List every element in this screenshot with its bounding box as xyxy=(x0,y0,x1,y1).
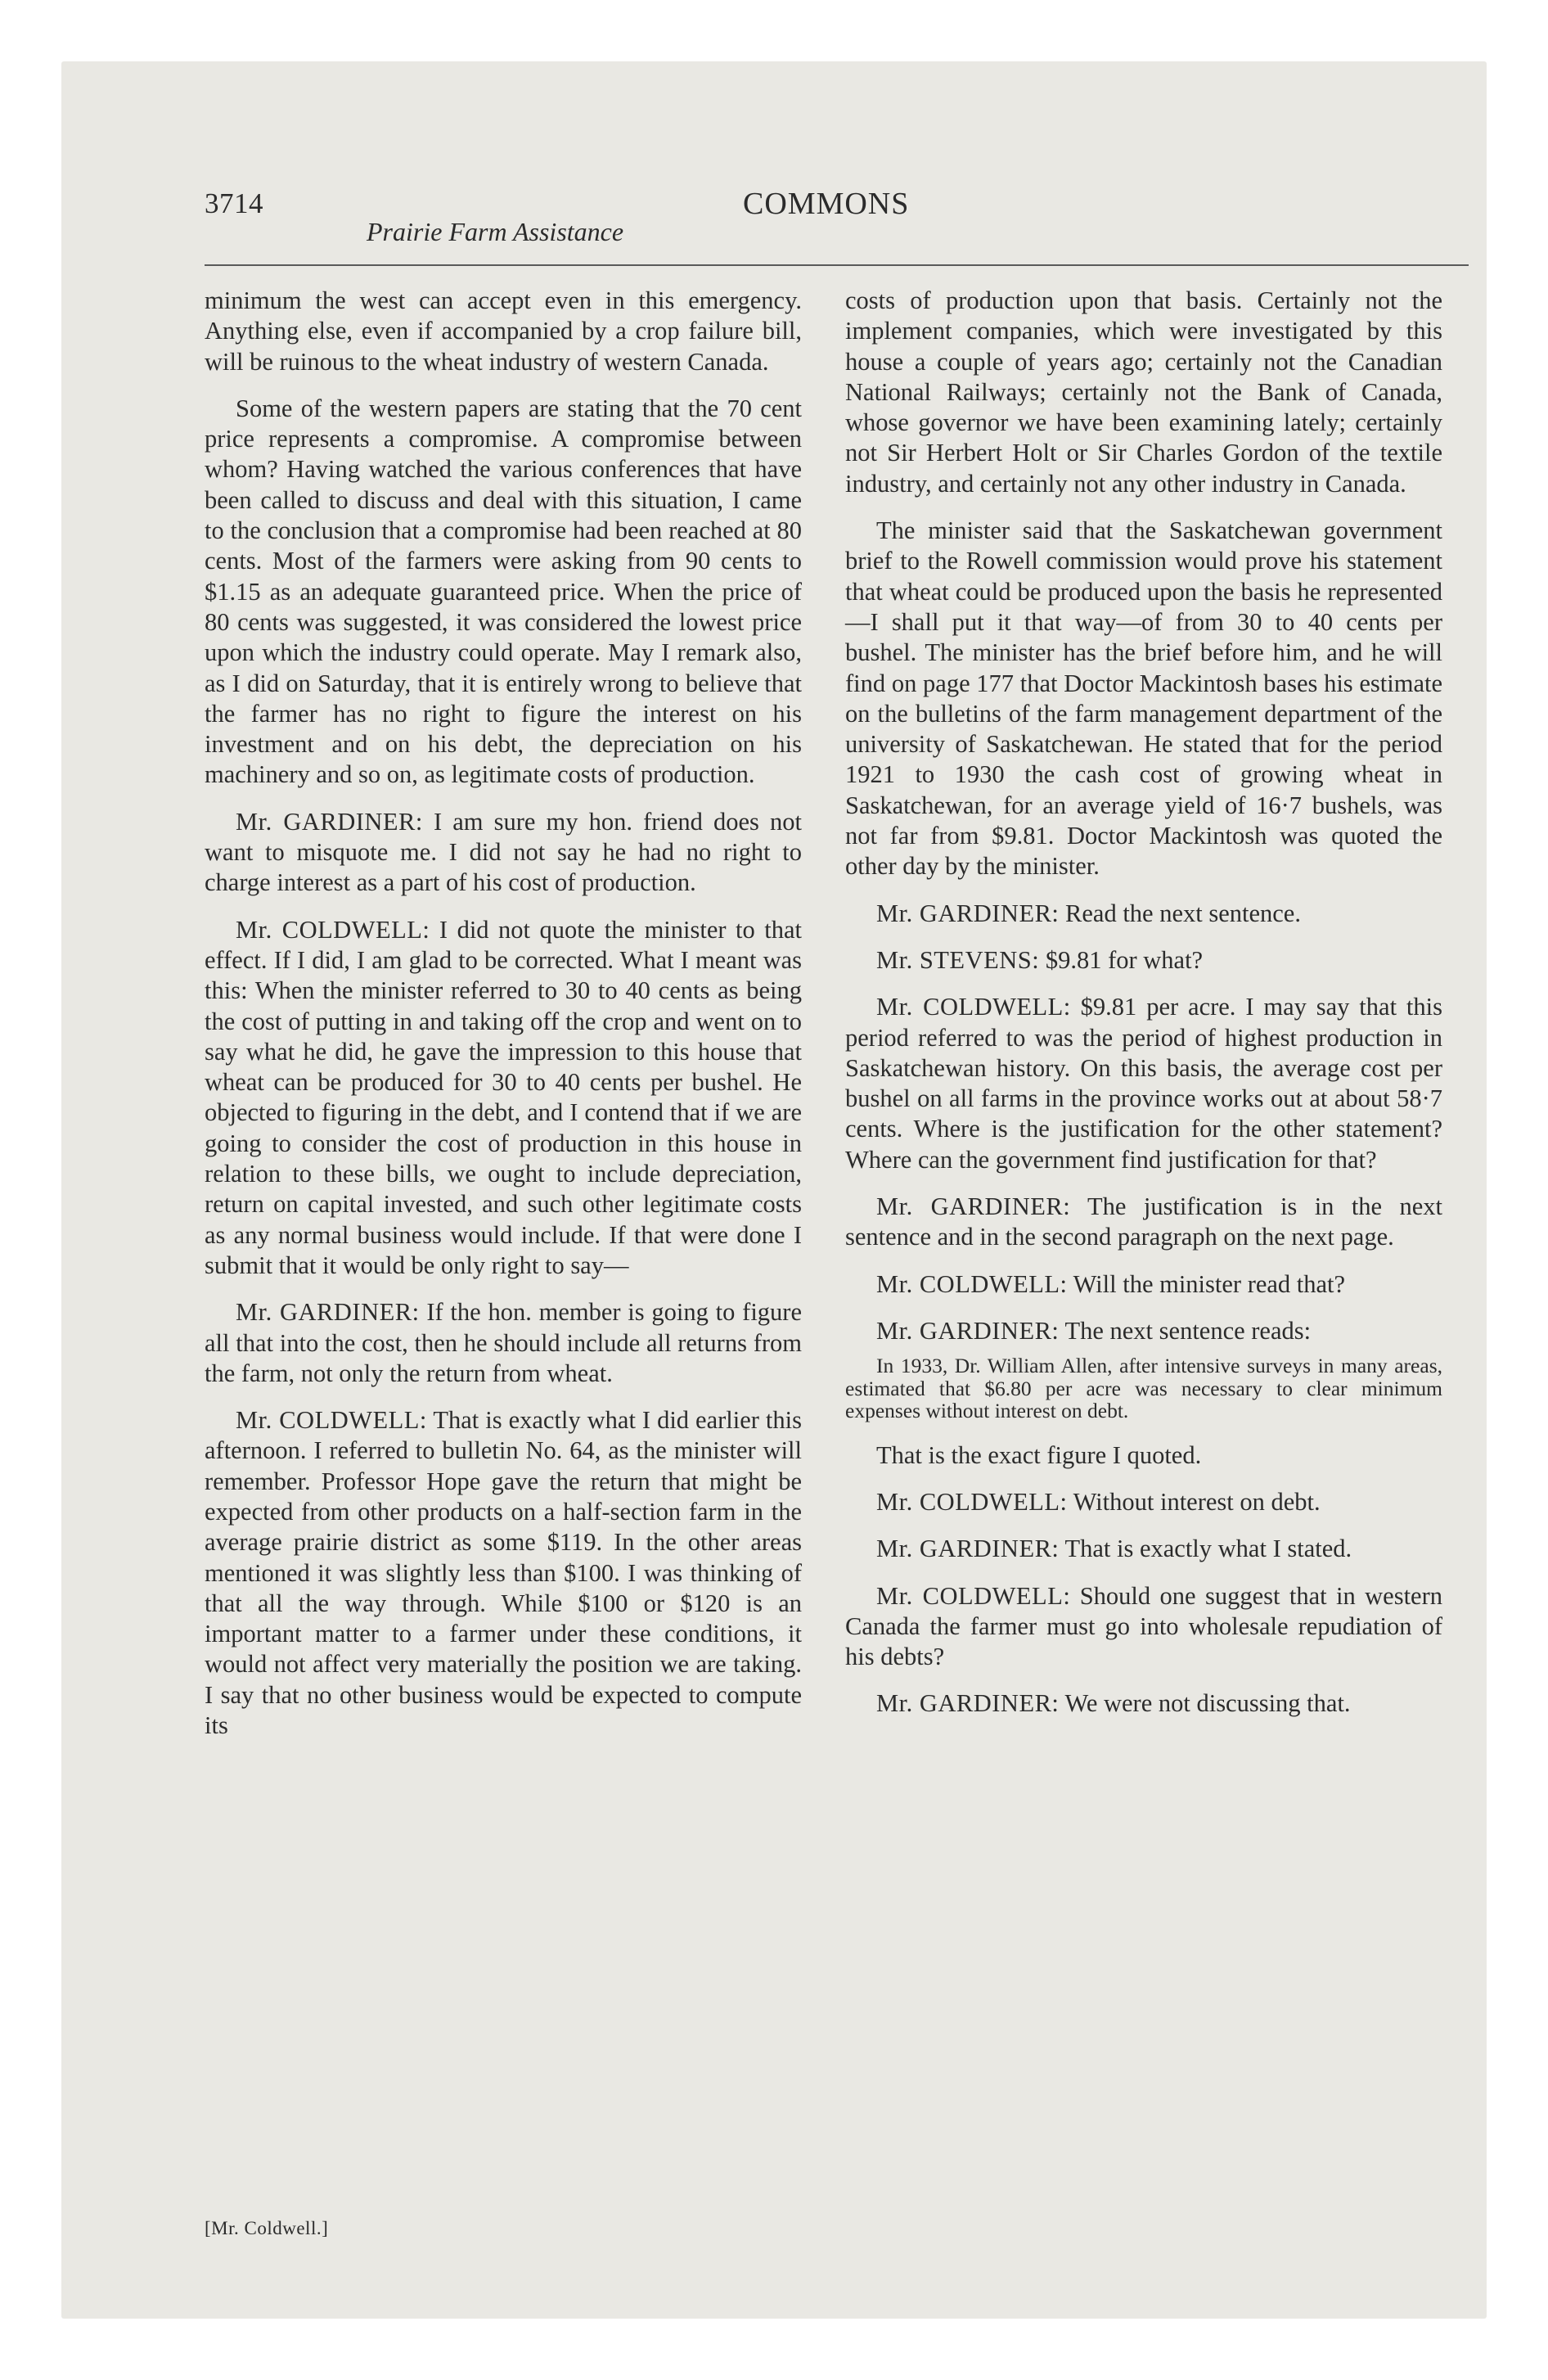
speaker-name: Mr. COLDWELL: xyxy=(876,1581,1071,1610)
page-number: 3714 xyxy=(205,187,263,219)
paragraph-text: minimum the west can accept even in this emergency. Anything else, even if accompanied by a crop failure bill, will be ruinous to the wheat industry of western Canada. xyxy=(205,286,802,376)
speaker-name: Mr. COLDWELL: xyxy=(876,1269,1068,1298)
speech-text: The next sentence reads: xyxy=(1059,1316,1312,1345)
speech-paragraph xyxy=(205,915,802,1282)
speaker-name: Mr. COLDWELL: xyxy=(876,993,1071,1021)
paragraph xyxy=(845,516,1442,882)
speech-text: That is exactly what I did earlier this afternoon. I referred to bulletin No. 64, as the minister will remember. Professor Hope gave the return that might be expected from other products on a half-section farm in the average prairie district as some $119. In the other areas mentioned it was slightly less than $100. I was thinking of that all the way through. While $100 or $120 is an important matter to a farmer under these conditions, it would not affect very materially the position we are taking. I say that no other business would be expected to compute its xyxy=(205,1406,802,1740)
hansard-page xyxy=(205,184,1469,2279)
speech-paragraph xyxy=(205,1297,802,1389)
speaker-name: Mr. GARDINER: xyxy=(876,899,1060,927)
speech-text: I am sure my hon. friend does not want to misquote me. I did not say he had no right to charge interest as a part of his cost of production. xyxy=(205,807,802,897)
speech-text: If the hon. member is going to figure all that into the cost, then he should include all returns from the farm, not only the return from wheat. xyxy=(205,1298,802,1387)
paragraph-text: costs of production upon that basis. Certainly not the implement companies, which were investigated by this house a couple of years ago; certainly not the Canadian National Railways; certainly not the Bank of Canada, whose governor we have been examining lately; certainly not Sir Herbert Holt or Sir Charles Gordon of the textile industry, and certainly not any other industry in Canada. xyxy=(845,286,1442,498)
left-column xyxy=(205,286,802,1741)
speaker-name: Mr. COLDWELL: xyxy=(236,1406,427,1435)
header-rule xyxy=(205,264,1469,266)
speaker-name: Mr. GARDINER: xyxy=(236,1298,420,1327)
speaker-name: Mr. COLDWELL: xyxy=(236,915,430,944)
speaker-name: Mr. STEVENS: xyxy=(876,945,1040,974)
speech-text: Without interest on debt. xyxy=(1067,1488,1321,1516)
speech-paragraph xyxy=(845,1316,1442,1346)
speech-text: We were not discussing that. xyxy=(1059,1689,1351,1718)
speech-paragraph xyxy=(845,1269,1442,1300)
paragraph-text: Some of the western papers are stating that the 70 cent price represents a compromise. A compromise between whom? Having watched the various conferences that have been called to discuss and deal with this situation, I came to the conclusion that a compromise had been reached at 80 cents. Most of the farmers were asking from 90 cents to $1.15 as an adequate guaranteed price. When the price of 80 cents was suggested, it was considered the lowest price upon which the industry could operate. May I remark also, as I did on Saturday, that it is entirely wrong to believe that the farmer has no right to figure the interest on his investment and on his debt, the depreciation on his machinery and so on, as legitimate costs of production. xyxy=(205,394,802,789)
speech-paragraph xyxy=(845,1581,1442,1673)
footer-speaker-note: [Mr. Coldwell.] xyxy=(205,2218,329,2238)
paragraph-text: That is the exact figure I quoted. xyxy=(876,1440,1202,1469)
paragraph xyxy=(845,1440,1442,1471)
speech-text: I did not quote the minister to that effect. If I did, I am glad to be corrected. What I meant was this: When the minister referred to 30 to 40 cents as being the cost of putting in and taking off the crop and went on to say what he did, he gave the impression to this house that wheat can be produced for 30 to 40 cents per bushel. He objected to figuring in the debt, and I contend that if we are going to consider the cost of production in this house in relation to these bills, we ought to include depreciation, return on capital invested, and such other legitimate costs as any normal business would include. If that were done I submit that it would be only right to say— xyxy=(205,915,802,1279)
speech-text: That is exactly what I stated. xyxy=(1059,1535,1352,1563)
speech-paragraph xyxy=(205,807,802,899)
speech-paragraph xyxy=(845,992,1442,1175)
speech-paragraph xyxy=(205,1405,802,1741)
speech-paragraph xyxy=(845,1487,1442,1517)
speaker-name: Mr. COLDWELL: xyxy=(876,1488,1068,1516)
speech-text: Should one suggest that in western Canada the farmer must go into wholesale repudiation of his debts? xyxy=(845,1581,1442,1671)
paragraph-text: The minister said that the Saskatchewan government brief to the Rowell commission would prove his statement that wheat could be produced upon the basis he represented—I shall put it that way—of from 30 to 40 cents per bushel. The minister has the brief before him, and he will find on page 177 that Doctor Mackintosh bases his estimate on the bulletins of the farm management department of the university of Saskatchewan. He stated that for the period 1921 to 1930 the cash cost of growing wheat in Saskatchewan, for an average yield of 16·7 bushels, was not far from $9.81. Doctor Mackintosh was quoted the other day by the minister. xyxy=(845,516,1442,881)
speaker-name: Mr. GARDINER: xyxy=(876,1192,1071,1221)
speaker-name: Mr. GARDINER: xyxy=(876,1316,1060,1345)
speaker-name: Mr. GARDINER: xyxy=(876,1535,1060,1563)
speech-text: Read the next sentence. xyxy=(1059,899,1301,927)
right-column xyxy=(845,286,1442,1720)
speech-paragraph xyxy=(845,1534,1442,1564)
speech-text: $9.81 per acre. I may say that this period referred to was the period of highest production in Saskatchewan history. On this basis, the average cost per bushel on all farms in the province works out at about 58·7 cents. Where is the justification for the other statement? Where can the government find justification for that? xyxy=(845,993,1442,1174)
page-header xyxy=(205,184,1469,264)
speech-text: Will the minister read that? xyxy=(1067,1269,1346,1298)
speaker-name: Mr. GARDINER: xyxy=(236,807,423,836)
speech-text: The justification is in the next sentence and in the second paragraph on the next page. xyxy=(845,1192,1442,1251)
scanned-page xyxy=(61,61,1487,2319)
block-quote: In 1933, Dr. William Allen, after intensive surveys in many areas, estimated that $6.80 per acre was necessary to clear minimum expenses without interest on debt. xyxy=(845,1354,1442,1423)
paragraph xyxy=(845,286,1442,499)
speaker-name: Mr. GARDINER: xyxy=(876,1689,1060,1718)
speech-paragraph xyxy=(845,945,1442,976)
speech-paragraph xyxy=(845,1688,1442,1719)
speech-paragraph xyxy=(845,1192,1442,1253)
paragraph xyxy=(205,394,802,791)
paragraph xyxy=(205,286,802,377)
speech-paragraph xyxy=(845,899,1442,929)
header-title: COMMONS xyxy=(743,187,910,221)
speech-text: $9.81 for what? xyxy=(1039,945,1204,974)
running-head: Prairie Farm Assistance xyxy=(367,217,624,246)
